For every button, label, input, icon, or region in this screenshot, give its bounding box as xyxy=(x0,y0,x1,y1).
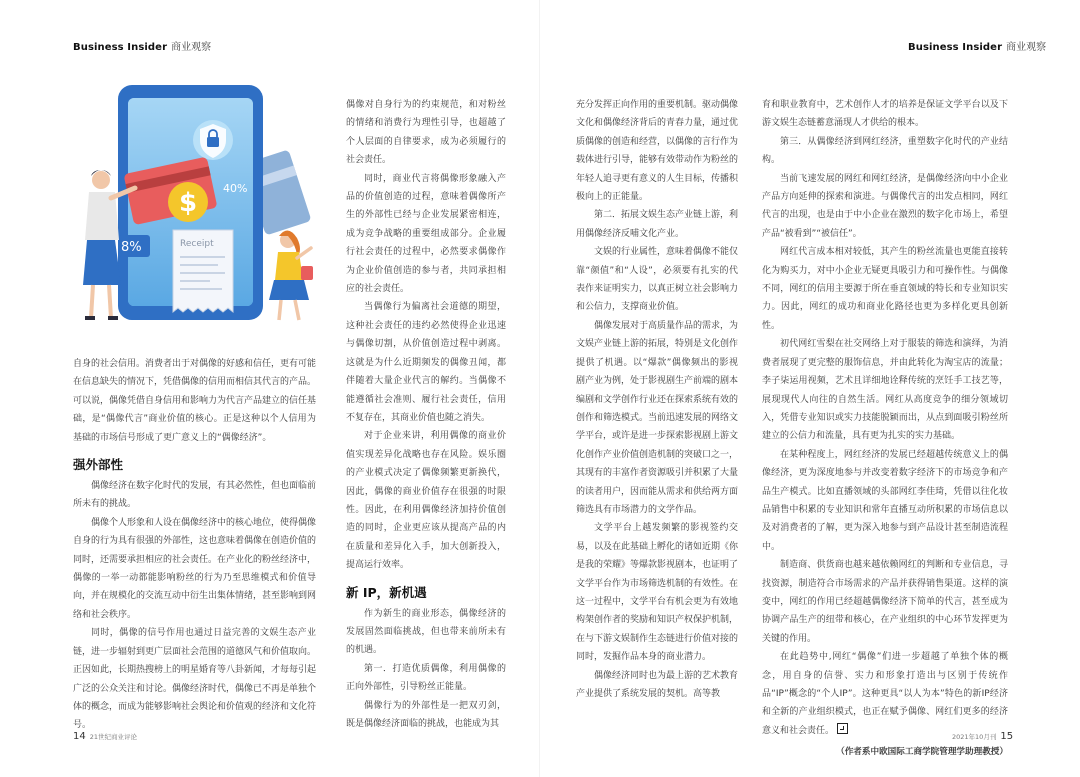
header-section: 商业观察 xyxy=(171,42,212,53)
paragraph: 充分发挥正向作用的重要机制。驱动偶像文化和偶像经济背后的青春力量，通过优质偶像的创造和经营，以偶像的言行作为载体进行引导，能够有效带动作为粉丝的年轻人追寻更有意义的人生目标，传播积极向上的正能量。 xyxy=(576,100,739,203)
percent-badge-left xyxy=(118,235,150,257)
paragraph: 同时，偶像的信号作用也通过日益完善的文娱生态产业链，进一步辐射到更广层面社会范围的道德风气和价值取向。正因如此，长期热搜榜上的明星婚育等八卦新闻，才每每引起广泛的公众关注和讨论。偶像经济时代，偶像已不再是单独个体的概念，而成为能够影响社会舆论和价值观的经济和文化符号。 xyxy=(73,628,317,731)
header-section: 商业观察 xyxy=(1006,42,1047,53)
paragraph: 偶像经济同时也为最上游的艺术教育产业提供了系统发展的契机。高等教 xyxy=(576,670,739,699)
paragraph-final xyxy=(762,648,1008,740)
paragraph: 对于企业来讲，利用偶像的商业价值实现差异化战略也存在风险。娱乐圈的产业模式决定了偶像频繁更新换代，因此，偶像的商业价值存在很强的时限性。因此，在利用偶像经济加持价值创造的同时，企业更应该从提高产品的内在质量和差异化入手，加大创新投入，提高运行效率。 xyxy=(346,431,506,571)
page-number: 14 xyxy=(73,731,86,742)
svg-text:Receipt: Receipt xyxy=(180,239,214,249)
paragraph: 文学平台上越发频繁的影视签约交易，以及在此基础上孵化的诸如近期《你是我的荣耀》等爆款影视剧本，也证明了文学平台作为市场筛选机制的有效性。在这一过程中，文学平台有机会更为有效地构架创作者的奖励和知识产权保护机制，在与下游文娱制作生态链进行价值对接的同时，发掘作品本身的商业潜力。 xyxy=(576,523,739,663)
header-brand: Business Insider xyxy=(73,42,168,53)
paragraph: 偶像行为的外部性是一把双刃剑，既是偶像经济面临的挑战，也能成为其 xyxy=(346,700,506,729)
column-2 xyxy=(346,96,506,733)
paragraph-final-text: 在此趋势中,网红“偶像”们进一步超越了单独个体的概念，用自身的信誉、实力和形象打造出与区别于传统作品“IP”概念的“个人IP”。这种更具“以人为本”特色的新IP经济和全新的产业组织模式，也正在赋予偶像、网红们更多的经济意义和社会责任。 xyxy=(762,652,1008,736)
column-3 xyxy=(576,96,738,703)
paragraph: 当前飞速发展的网红和网红经济，是偶像经济向中小企业产品方向延伸的探索和演进。与偶像代言的出发点相同，网红代言的出现，也是由于中小企业在激烈的数字化市场上，希望产品“被看到”“被信任”。 xyxy=(762,173,1008,239)
paragraph: 当偶像行为偏离社会道德的期望，这种社会责任的违约必然使得企业迅速与偶像切割，从价值创造过程中剥离。这就是为什么近期频发的偶像丑闻，都伴随着大量企业代言的解约。当偶像不能遵循社会准则、履行社会责任，信用不复存在，其商业价值也随之消失。 xyxy=(346,302,506,423)
header-brand: Business Insider xyxy=(908,42,1003,53)
receipt-icon xyxy=(173,230,233,312)
paragraph: 第一．打造优质偶像，利用偶像的正向外部性，引导粉丝正能量。 xyxy=(346,663,506,693)
column-4 xyxy=(762,96,1008,762)
illustration-phone-payment xyxy=(73,80,318,325)
paragraph: 同时，商业代言将偶像形象融入产品的价值创造的过程，意味着偶像所产生的外部性已经与企业发展紧密相连，成为竞争战略的重要组成部分。企业履行社会责任的过程中，必然要求偶像作为企业价值创造的参与者，共同承担相应的社会责任。 xyxy=(346,173,506,295)
right-page-header xyxy=(908,38,1046,53)
paragraph: 第二．拓展文娱生态产业链上游，利用偶像经济反哺文化产业。 xyxy=(576,210,739,239)
dollar-coin-icon xyxy=(168,182,208,222)
page-number: 15 xyxy=(1000,731,1014,742)
magazine-name: 21世纪商业评论 xyxy=(89,733,138,741)
paragraph: 偶像经济在数字化时代的发展，有其必然性，但也面临前所未有的挑战。 xyxy=(73,481,317,510)
left-footer xyxy=(73,731,137,742)
paragraph: 育和职业教育中，艺术创作人才的培养是保证文学平台以及下游文娱生态链蓄意涌现人才供给的根本。 xyxy=(762,100,1008,129)
section-heading-new-ip: 新 IP，新机遇 xyxy=(346,584,427,600)
paragraph: 作为新生的商业形态，偶像经济的发展固然面临挑战，但也带来前所未有的机遇。 xyxy=(346,608,506,656)
svg-text:8%: 8% xyxy=(121,240,142,255)
paragraph: 第三．从偶像经济到网红经济，重塑数字化时代的产业结构。 xyxy=(762,136,1008,166)
paragraph: 文娱的行业属性，意味着偶像不能仅靠“颜值”和“人设”，必须要有扎实的代表作来证明实力，以真正树立社会影响力和公信力，支撑商业价值。 xyxy=(576,247,739,313)
percent-badge-top: 40% xyxy=(223,182,248,195)
svg-text:$: $ xyxy=(178,188,198,218)
paragraph: 偶像对自身行为的约束规范，和对粉丝的情绪和消费行为理性引导，也超越了个人层面的自律要求，成为必须履行的社会责任。 xyxy=(346,100,506,166)
paragraph: 初代网红雪梨在社交网络上对于服装的筛选和演绎，为消费者展现了更完整的服饰信息，并由此转化为淘宝店的流量；李子柒运用视频，艺术且详细地诠释传统的烹饪手工技艺等，展现现代人向往的自然生活。网红从高度竞争的细分领域切入，凭借专业知识或实力技能脱颖而出，从点到面吸引粉丝所建立的公信力和流量，具有更为扎实的实力基础。 xyxy=(762,339,1008,442)
paragraph: 制造商、供货商也越来越依赖网红的判断和专业信息，寻找资源，制造符合市场需求的产品并获得销售渠道。这样的演变中，网红的作用已经超越偶像经济下简单的代言，甚至成为协调产品生产的纽带和核心，在产业组织的中心环节发挥更为关键的作用。 xyxy=(762,560,1008,644)
paragraph: 偶像发展对于高质量作品的需求，为文娱产业链上游的拓展，特别是文化创作提供了机遇。以“爆款”偶像频出的影视剧产业为例，处于影视剧生产前端的剧本编剧和文学创作行业还在探索系统有效的创作和筛选模式。当前迅速发展的网络文学平台，或许是进一步探索影视剧上游文化创作产业价值创造机制的突破口之一，其现有的丰富作者资源吸引并积累了大量的读者用户，因而能从需求和供给两方面筛选具有市场潜力的文学作品。 xyxy=(576,320,739,515)
paragraph: 自身的社会信用。消费者出于对偶像的好感和信任，更有可能在信息缺失的情况下，凭借偶像的信用而相信其代言的产品。可以说，偶像凭借自身信用和影响力为代言产品建立的信任基础，是“偶像代言”商业价值的核心。正是这种以个人信用为基础的市场信号形成了更广意义上的“偶像经济”。 xyxy=(73,359,317,443)
right-footer xyxy=(952,731,1013,742)
paragraph: 网红代言成本相对较低，其产生的粉丝流量也更能直接转化为购买力，对中小企业无疑更具吸引力和可操作性。与偶像不同，网红的信用主要源于所在垂直领域的特长和专业知识实力。因此，网红的成功和商业化路径也更为多样化更具创新性。 xyxy=(762,247,1008,331)
left-page-header xyxy=(73,38,211,53)
shield-lock-icon xyxy=(193,120,233,160)
paragraph: 偶像个人形象和人设在偶像经济中的核心地位，使得偶像自身的行为具有很强的外部性，这也意味着偶像在创造价值的同时，还需要承担相应的社会责任。在产业化的粉丝经济中，偶像的一举一动都能影响粉丝的行为乃至思维模式和价值导向，并在规模化的交流互动中衍生出集体情绪，甚至影响到网络和社会秩序。 xyxy=(73,517,317,620)
paragraph: 在某种程度上，网红经济的发展已经超越传统意义上的偶像经济，更为深度地参与并改变着数字经济下的市场竞争和产品生产模式。比如直播领域的头部网红李佳琦，凭借以往化妆品销售中积累的专业知识和常年直播互动所积累的市场信息以及对消费者的了解，更为深入地参与到产品设计甚至制造流程中。 xyxy=(762,449,1008,552)
author-note: （作者系中欧国际工商学院管理学助理教授） xyxy=(836,747,1008,758)
column-1 xyxy=(73,355,316,735)
end-mark-icon xyxy=(837,723,848,734)
section-heading-outer: 强外部性 xyxy=(73,457,124,473)
right-page xyxy=(540,0,1080,777)
magazine-issue: 2021年10月刊 xyxy=(952,733,997,741)
